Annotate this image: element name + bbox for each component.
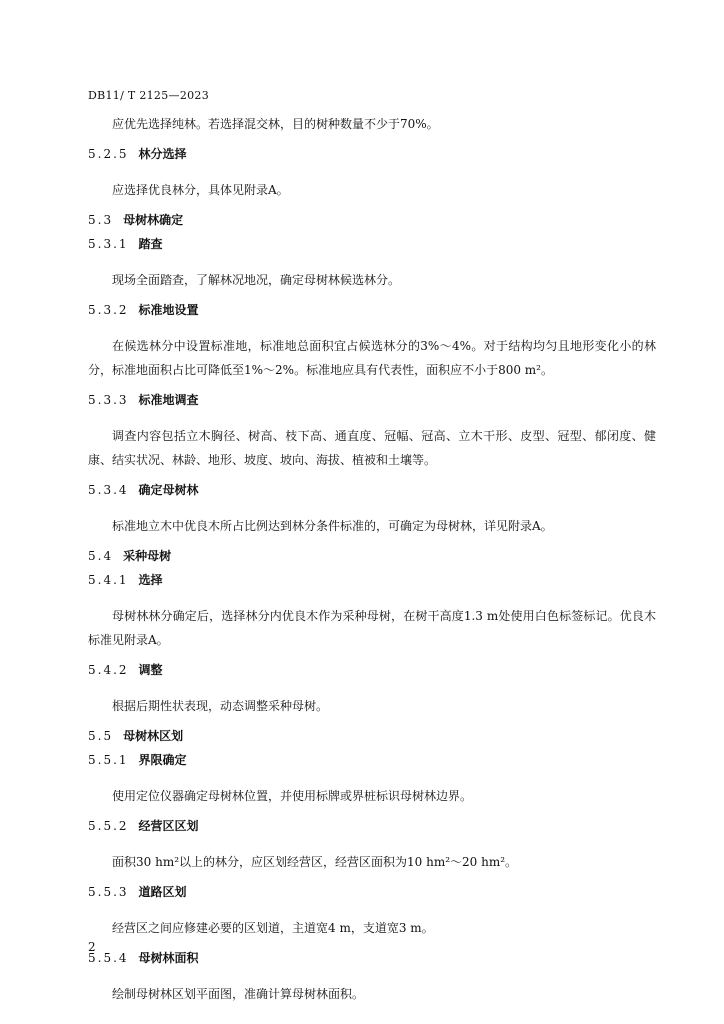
document-body [88, 112, 656, 1012]
paragraph: 经营区之间应修建必要的区划道，主道宽4 m，支道宽3 m。 [112, 921, 434, 935]
section-title: 道路区划 [138, 885, 187, 899]
section-heading [88, 232, 656, 256]
paragraph: 调查内容包括立木胸径、树高、枝下高、通直度、冠幅、冠高、立木干形、皮型、冠型、郁闭度、健康、结实状况、林龄、地形、坡度、坡向、海拔、植被和土壤等。 [88, 429, 656, 467]
section-number: 5.4.2 [88, 663, 129, 677]
section-number: 5.5 [88, 729, 114, 743]
section-heading [88, 208, 656, 232]
section-title: 母树林确定 [123, 213, 184, 227]
section-heading [88, 724, 656, 748]
section-title: 界限确定 [138, 753, 187, 767]
section-number: 5.3.1 [88, 237, 129, 251]
section-number: 5.3.2 [88, 303, 129, 317]
section-number: 5.5.3 [88, 885, 129, 899]
section-heading [88, 748, 656, 772]
page-number: 2 [88, 940, 96, 954]
section-number: 5.5.4 [88, 951, 129, 965]
paragraph: 应选择优良林分，具体见附录A。 [112, 183, 289, 197]
paragraph: 标准地立木中优良木所占比例达到林分条件标准的，可确定为母树林，详见附录A。 [112, 519, 553, 533]
section-title: 经营区区划 [138, 819, 199, 833]
section-number: 5.5.1 [88, 753, 129, 767]
section-number: 5.5.2 [88, 819, 129, 833]
paragraph: 母树林林分确定后，选择林分内优良木作为采种母树，在树干高度1.3 m处使用白色标签标记。优良木标准见附录A。 [88, 609, 656, 647]
paragraph: 使用定位仪器确定母树林位置，并使用标牌或界桩标识母树林边界。 [112, 789, 473, 803]
section-title: 确定母树林 [138, 483, 199, 497]
section-title: 标准地调查 [138, 393, 199, 407]
paragraph: 面积30 hm²以上的林分，应区划经营区，经营区面积为10 hm²～20 hm²。 [112, 855, 518, 869]
section-title: 林分选择 [138, 147, 187, 161]
section-heading [88, 658, 656, 682]
section-title: 标准地设置 [138, 303, 199, 317]
section-number: 5.2.5 [88, 147, 129, 161]
section-number: 5.4 [88, 549, 114, 563]
section-heading [88, 946, 656, 970]
paragraph: 在候选林分中设置标准地，标准地总面积宜占候选林分的3%～4%。对于结构均匀且地形变化小的林分，标准地面积占比可降低至1%～2%。标准地应具有代表性，面积应不小于800 m²。 [88, 339, 656, 377]
paragraph: 绘制母树林区划平面图，准确计算母树林面积。 [112, 987, 365, 1001]
section-heading [88, 388, 656, 412]
paragraph: 现场全面踏查，了解林况地况，确定母树林候选林分。 [112, 273, 401, 287]
section-heading [88, 298, 656, 322]
paragraph: 根据后期性状表现，动态调整采种母树。 [112, 699, 329, 713]
section-title: 选择 [138, 573, 163, 587]
section-heading [88, 568, 656, 592]
section-heading [88, 142, 656, 166]
section-number: 5.3.4 [88, 483, 129, 497]
section-title: 踏查 [138, 237, 163, 251]
section-title: 母树林区划 [123, 729, 184, 743]
section-title: 采种母树 [123, 549, 172, 563]
section-number: 5.3.3 [88, 393, 129, 407]
document-id-header: DB11/ T 2125—2023 [88, 89, 210, 102]
section-number: 5.3 [88, 213, 114, 227]
section-heading [88, 478, 656, 502]
section-title: 母树林面积 [138, 951, 199, 965]
section-heading [88, 880, 656, 904]
section-number: 5.4.1 [88, 573, 129, 587]
section-heading [88, 544, 656, 568]
paragraph: 应优先选择纯林。若选择混交林，目的树种数量不少于70%。 [112, 117, 439, 131]
section-title: 调整 [138, 663, 163, 677]
section-heading [88, 814, 656, 838]
